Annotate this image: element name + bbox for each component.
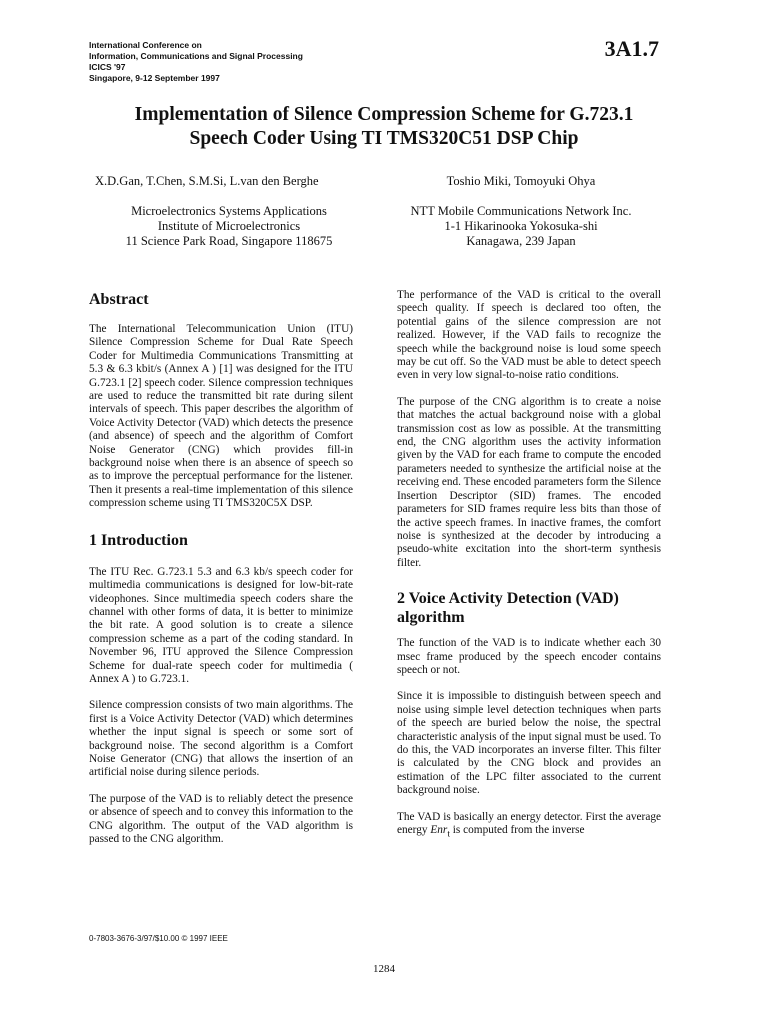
abstract-text: The International Telecommunication Union (ITU) Silence Compression Scheme for Dual Rate Speech Coder for Multimedia Communications Transmitting at 5.3 & 6.3 kbit/s (Annex A ) [1] was designed for the ITU G.723.1 [2] speech coder. Silence compression techniques are used to reduce the transmitted bit rate during silent intervals of speech. This paper describes the algorithm of Voice Activity Detector (VAD) which detects the presence (and absence) of speech and the algorithm of Comfort Noise Generator (CNG) which provides fill-in background noise when there is an absence of speech so as to improve the perceptual performance for the listener. Then it presents a real-time implementation of this silence compression scheme using TI TMS320C5X DSP. — [89, 323, 353, 510]
introduction-paragraph: Silence compression consists of two main algorithms. The first is a Voice Activity Detector (VAD) which determines whether the input signal is speech or some sort of background noise. The second algorithm is a Comfort Noise Generator (CNG) that allows the insertion of an artificial noise during silence periods. — [89, 699, 353, 779]
paper-code: 3A1.7 — [604, 36, 659, 61]
introduction-paragraph: The ITU Rec. G.723.1 5.3 and 6.3 kb/s speech coder for multimedia communications is designed for low-bit-rate videophones. Since multimedia speech coders share the channel with other forms of data, it is better to minimize the bit rate. A good solution is to create a silence compression scheme as a part of the coding standard. In November 96, ITU approved the Silence Compression Scheme for dual-rate speech coder for multimedia ( Annex A ) to G.723.1. — [89, 565, 353, 685]
right-column — [397, 289, 661, 855]
vad-paragraph: The function of the VAD is to indicate whether each 30 msec frame produced by the speech encoder contains speech or not. — [397, 637, 661, 676]
affiliation-line: NTT Mobile Communications Network Inc. — [410, 204, 632, 218]
abstract-heading: Abstract — [89, 291, 149, 308]
title-line: Implementation of Silence Compression Scheme for G.723.1 — [134, 104, 634, 125]
affiliation-line: 1-1 Hikarinooka Yokosuka-shi — [444, 219, 598, 233]
copyright-notice: 0-7803-3676-3/97/$10.00 © 1997 IEEE — [89, 934, 228, 943]
affiliation-line: 11 Science Park Road, Singapore 118675 — [125, 234, 333, 248]
energy-variable: Enr — [430, 824, 448, 836]
energy-subscript: t — [447, 829, 450, 840]
conference-line: Singapore, 9-12 September 1997 — [89, 73, 220, 83]
affiliation-line: Microelectronics Systems Applications — [131, 204, 327, 218]
affiliation-line: Institute of Microelectronics — [157, 219, 301, 233]
body-paragraph: The purpose of the CNG algorithm is to create a noise that matches the actual background noise with a global transmission cost as low as possible. At the transmitting end, the CNG algorithm uses the activity information given by the VAD for each frame to compute the encoded parameters needed to synthesize the artificial noise at the receiving end. These encoded parameters form the Silence Insertion Descriptor (SID) frames. The encoded parameters for SID frames require less bits than those of the active speech frames. In inactive frames, the comfort noise is synthesized at the decoder by introducing a pseudo-white excitation into the short-term synthesis filter. — [397, 395, 661, 569]
affiliation-left — [95, 204, 363, 249]
affiliation-line: Kanagawa, 239 Japan — [466, 234, 576, 248]
paper-title — [60, 103, 708, 151]
conference-info — [89, 40, 409, 84]
vad-paragraph — [397, 811, 661, 842]
authors-left: X.D.Gan, T.Chen, S.M.Si, L.van den Berghe — [95, 174, 319, 188]
body-paragraph: The performance of the VAD is critical to the overall speech quality. If speech is declared too often, the potential gains of the silence compression are not realized. However, if the VAD fails to recognize the speech while the background noise is loud some speech may be cut off. So the VAD must be able to detect speech even in very low signal-to-noise ratio conditions. — [397, 289, 661, 382]
title-line: Speech Coder Using TI TMS320C51 DSP Chip — [189, 128, 579, 149]
conference-line: International Conference on — [89, 40, 202, 50]
page-number: 1284 — [373, 963, 395, 975]
vad-section-heading: 2 Voice Activity Detection (VAD) algorithm — [397, 590, 619, 627]
conference-line: ICICS '97 — [89, 62, 126, 72]
introduction-heading: 1 Introduction — [89, 531, 188, 549]
authors-right: Toshio Miki, Tomoyuki Ohya — [446, 174, 596, 188]
conference-line: Information, Communications and Signal Processing — [89, 51, 303, 61]
affiliation-right — [390, 204, 652, 249]
introduction-paragraph: The purpose of the VAD is to reliably detect the presence or absence of speech and to convey this information to the CNG algorithm. The output of the VAD algorithm is passed to the CNG algorithm. — [89, 792, 353, 845]
vad-text: is computed from the inverse — [449, 824, 585, 836]
vad-paragraph: Since it is impossible to distinguish between speech and noise using simple level detection techniques when parts of the speech are buried below the noise, the spectral characteristic analysis of the input signal must be used. To do this, the VAD incorporates an inverse filter. This filter is calculated by the CNG block and provides an estimation of the LPC filter associated to the current background noise. — [397, 690, 661, 797]
vad-text: The VAD is basically an energy detector. First the average energy — [397, 810, 661, 836]
left-column — [89, 288, 353, 859]
